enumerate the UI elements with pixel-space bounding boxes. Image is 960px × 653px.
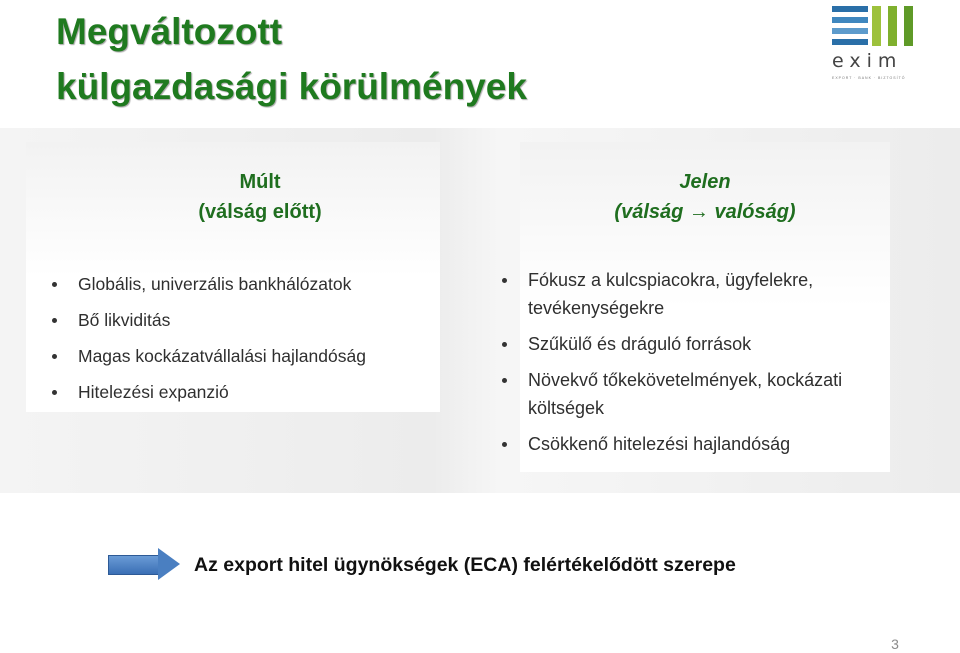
past-list-item: Magas kockázatvállalási hajlandóság	[52, 338, 452, 374]
present-list-item: Csökkenő hitelezési hajlandóság	[502, 430, 872, 458]
past-list-item: Globális, univerzális bankhálózatok	[52, 266, 452, 302]
right-arrow-icon	[108, 548, 180, 580]
past-list-item: Hitelezési expanzió	[52, 374, 452, 410]
logo-bars-icon	[872, 6, 913, 46]
slide-title	[56, 4, 776, 114]
present-heading-line-1: Jelen	[679, 171, 731, 193]
present-heading	[540, 167, 870, 227]
past-list-item: Bő likviditás	[52, 302, 452, 338]
exim-logo	[832, 6, 916, 82]
present-list	[502, 266, 872, 466]
present-list-item: Szűkülő és dráguló források	[502, 330, 872, 358]
slide-title-line-1: Megváltozott	[56, 11, 283, 52]
logo-stripes-icon	[832, 6, 868, 50]
logo-wordmark: exim	[832, 50, 903, 72]
past-list	[52, 266, 452, 410]
past-heading-line-2: (válság előtt)	[198, 201, 322, 223]
logo-subtitle: EXPORT · BANK · BIZTOSÍTÓ	[832, 76, 906, 80]
eca-statement: Az export hitel ügynökségek (ECA) felértékelődött szerepe	[194, 554, 736, 576]
present-heading-line-2: (válság → valóság)	[614, 201, 796, 223]
present-list-item: Növekvő tőkekövetelmények, kockázati költségek	[502, 366, 872, 422]
past-heading-line-1: Múlt	[239, 171, 281, 193]
present-list-item: Fókusz a kulcspiacokra, ügyfelekre, tevékenységekre	[502, 266, 872, 322]
slide-title-line-2: külgazdasági körülmények	[56, 66, 527, 107]
past-heading	[130, 167, 390, 227]
page-number: 3	[891, 636, 899, 652]
